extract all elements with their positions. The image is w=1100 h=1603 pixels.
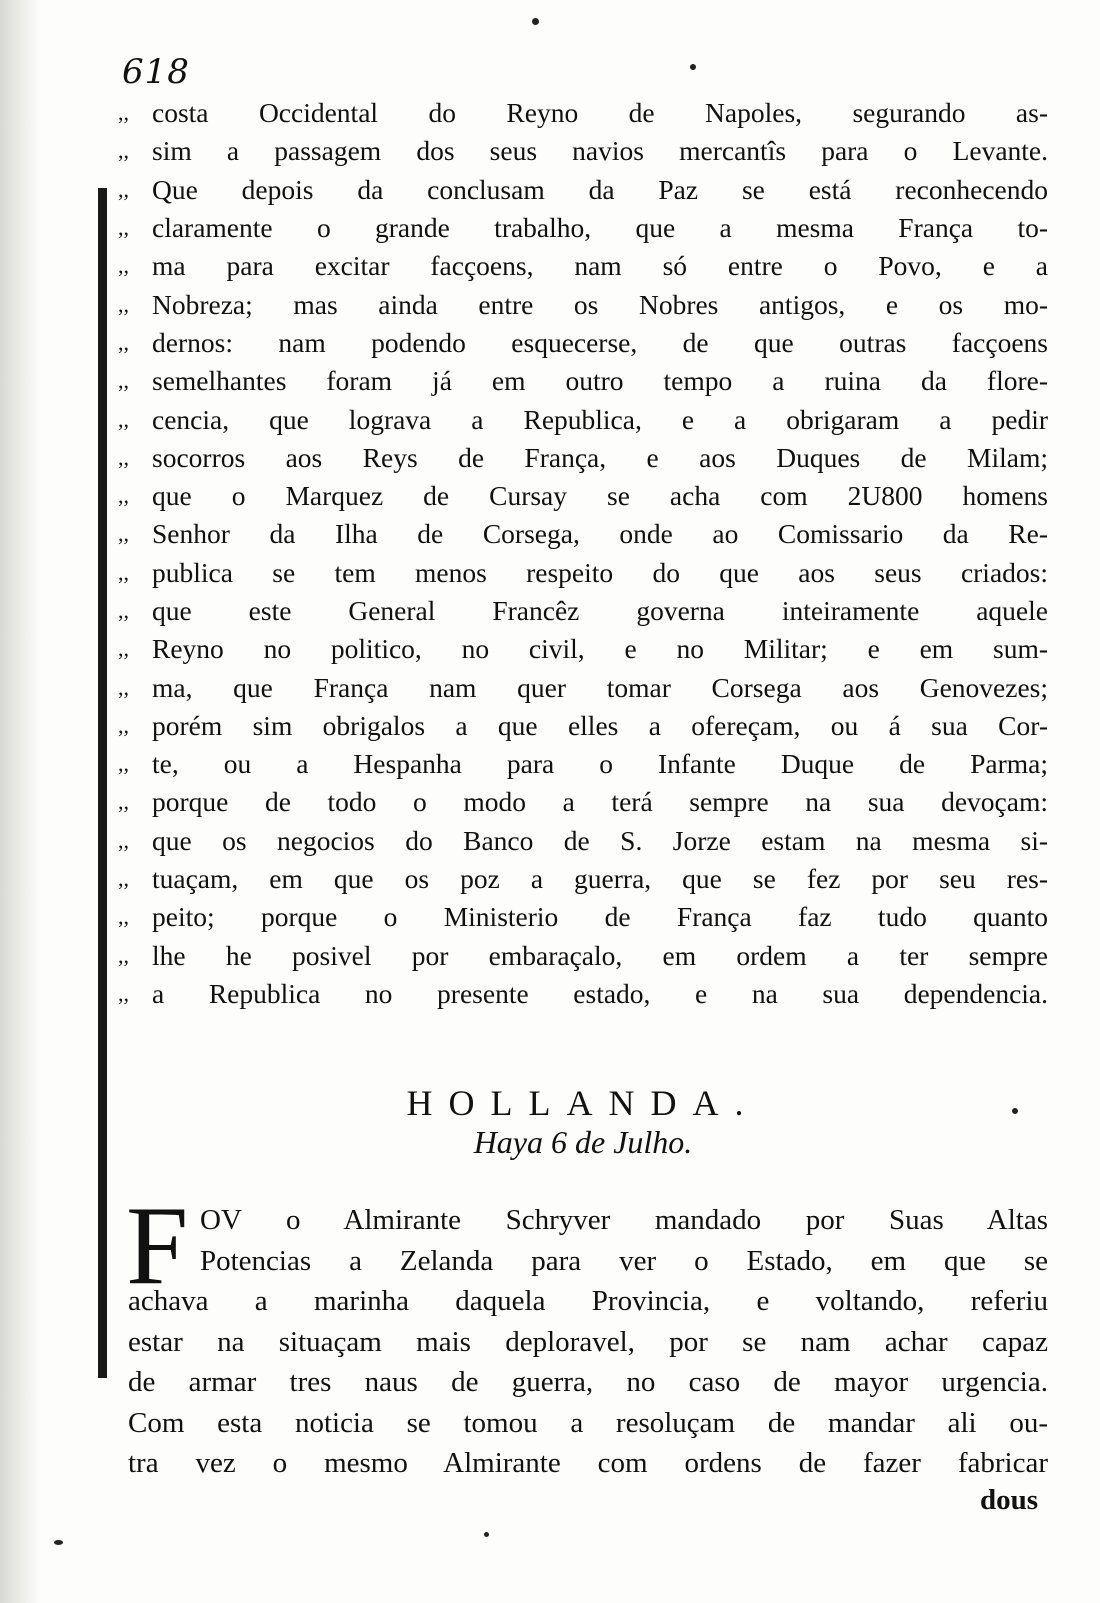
line-text: semelhantes foram já em outro tempo a ruina da flore- — [152, 365, 1048, 397]
line-text: dernos: nam podendo esquecerse, de que outras facçoens — [152, 326, 1048, 358]
line-text: que este General Francêz governa inteiramente aquele — [152, 595, 1048, 626]
text-line — [118, 745, 1048, 783]
text-line — [118, 898, 1048, 936]
text-line — [118, 630, 1048, 668]
line-text: Senhor da Ilha de Corsega, onde ao Comissario da Re- — [152, 518, 1048, 550]
text-line — [118, 668, 1048, 706]
quote-mark: ,, — [118, 751, 129, 777]
line-text: claramente o grande trabalho, que a mesma França to- — [152, 212, 1048, 244]
text-line — [118, 94, 1048, 132]
quote-mark: ,, — [118, 406, 129, 432]
text-line — [118, 554, 1048, 592]
line-text: cencia, que lograva a Republica, e a obrigaram a pedir — [152, 403, 1048, 435]
text-line — [118, 937, 1048, 975]
quote-mark: ,, — [118, 904, 129, 930]
line-text: porém sim obrigalos a que elles a ofereçam, ou á sua Cor- — [152, 709, 1048, 741]
quote-mark: ,, — [118, 598, 129, 623]
text-line — [118, 477, 1048, 515]
line-text: a Republica no presente estado, e na sua dependencia. — [152, 977, 1048, 1009]
ink-speck — [54, 1540, 63, 1545]
line-text: te, ou a Hespanha para o Infante Duque de Parma; — [152, 748, 1048, 780]
text-line — [118, 247, 1048, 285]
text-line — [118, 132, 1048, 170]
line-text: ma, que França nam quer tomar Corsega aos Genovezes; — [152, 671, 1048, 703]
section-heading: HOLLANDA. — [406, 1083, 760, 1123]
quote-mark: ,, — [118, 253, 129, 279]
line-text: costa Occidental do Reyno de Napoles, segurando as- — [152, 97, 1048, 129]
quote-mark: ,, — [118, 291, 129, 317]
line-text: ma para excitar facçoens, nam só entre o Povo, e a — [152, 250, 1048, 282]
line-text: que os negocios do Banco de S. Jorze estam na mesma si- — [152, 824, 1048, 856]
quote-mark: ,, — [118, 329, 129, 355]
binding-margin-line — [98, 188, 107, 1378]
text-line: de armar tres naus de guerra, no caso de mayor urgencia. — [128, 1366, 1048, 1398]
quote-mark: ,, — [118, 138, 129, 164]
quote-mark: ,, — [118, 827, 129, 853]
quote-mark: ,, — [118, 942, 129, 968]
line-text: que o Marquez de Cursay se acha com 2U800 homens — [152, 480, 1048, 512]
text-line — [118, 439, 1048, 477]
text-line — [118, 400, 1048, 438]
quote-mark: ,, — [118, 444, 129, 470]
line-text: porque de todo o modo a terá sempre na sua devoçam: — [152, 786, 1048, 818]
drop-cap: F — [126, 1184, 189, 1308]
text-line — [118, 783, 1048, 821]
line-text: Reyno no politico, no civil, e no Militar; e em sum- — [152, 633, 1048, 665]
quote-mark: ,, — [118, 674, 129, 700]
line-text: socorros aos Reys de França, e aos Duques de Milam; — [152, 441, 1048, 473]
line-text: peito; porque o Ministerio de França faz tudo quanto — [152, 901, 1048, 933]
ink-speck — [532, 18, 539, 25]
article-body — [128, 1200, 1048, 1484]
text-line — [118, 975, 1048, 1013]
catchword: dous — [979, 1484, 1038, 1516]
text-line — [118, 324, 1048, 362]
ink-speck — [484, 1532, 489, 1537]
text-line — [118, 285, 1048, 323]
quote-mark: ,, — [118, 559, 129, 585]
text-line: OV o Almirante Schryver mandado por Suas Altas — [200, 1204, 1048, 1236]
text-line — [118, 209, 1048, 247]
quote-mark: ,, — [118, 636, 129, 662]
text-line — [118, 707, 1048, 745]
quoted-passage — [118, 94, 1048, 1013]
text-line: tra vez o mesmo Almirante com ordens de fazer fabricar — [128, 1447, 1048, 1479]
quote-mark: ,, — [118, 789, 129, 815]
text-line — [118, 592, 1048, 630]
line-text: Que depois da conclusam da Paz se está reconhecendo — [152, 173, 1048, 205]
text-line: Com esta noticia se tomou a resoluçam de mandar ali ou- — [128, 1406, 1048, 1439]
text-line: achava a marinha daquela Provincia, e voltando, referiu — [128, 1285, 1048, 1317]
line-text: sim a passagem dos seus navios mercantîs para o Levante. — [152, 135, 1048, 167]
quote-mark: ,, — [118, 176, 129, 202]
text-line — [118, 362, 1048, 400]
quote-mark: ,, — [118, 980, 129, 1006]
quote-mark: ,, — [118, 483, 129, 509]
dateline: Haya 6 de Julho. — [473, 1124, 693, 1160]
text-line — [118, 171, 1048, 209]
ink-speck — [690, 64, 696, 70]
quote-mark: ,, — [118, 712, 129, 738]
text-line — [118, 860, 1048, 898]
quote-mark: ,, — [118, 368, 129, 394]
text-line: Potencias a Zelanda para ver o Estado, em que se — [200, 1244, 1048, 1277]
quote-mark: ,, — [118, 521, 129, 547]
page-number: 618 — [122, 52, 190, 92]
text-line: estar na situaçam mais deploravel, por se nam achar capaz — [128, 1325, 1048, 1358]
line-text: lhe he posivel por embaraçalo, em ordem a ter sempre — [152, 939, 1048, 971]
line-text: tuaçam, em que os poz a guerra, que se fez por seu res- — [152, 863, 1048, 895]
quote-mark: ,, — [118, 215, 129, 241]
line-text: Nobreza; mas ainda entre os Nobres antigos, e os mo- — [152, 288, 1048, 320]
line-text: publica se tem menos respeito do que aos seus criados: — [152, 556, 1048, 588]
quote-mark: ,, — [118, 866, 129, 892]
page-edge-shadow — [0, 0, 40, 1603]
quote-mark: ,, — [118, 100, 129, 126]
text-line — [118, 515, 1048, 553]
text-line — [118, 822, 1048, 860]
